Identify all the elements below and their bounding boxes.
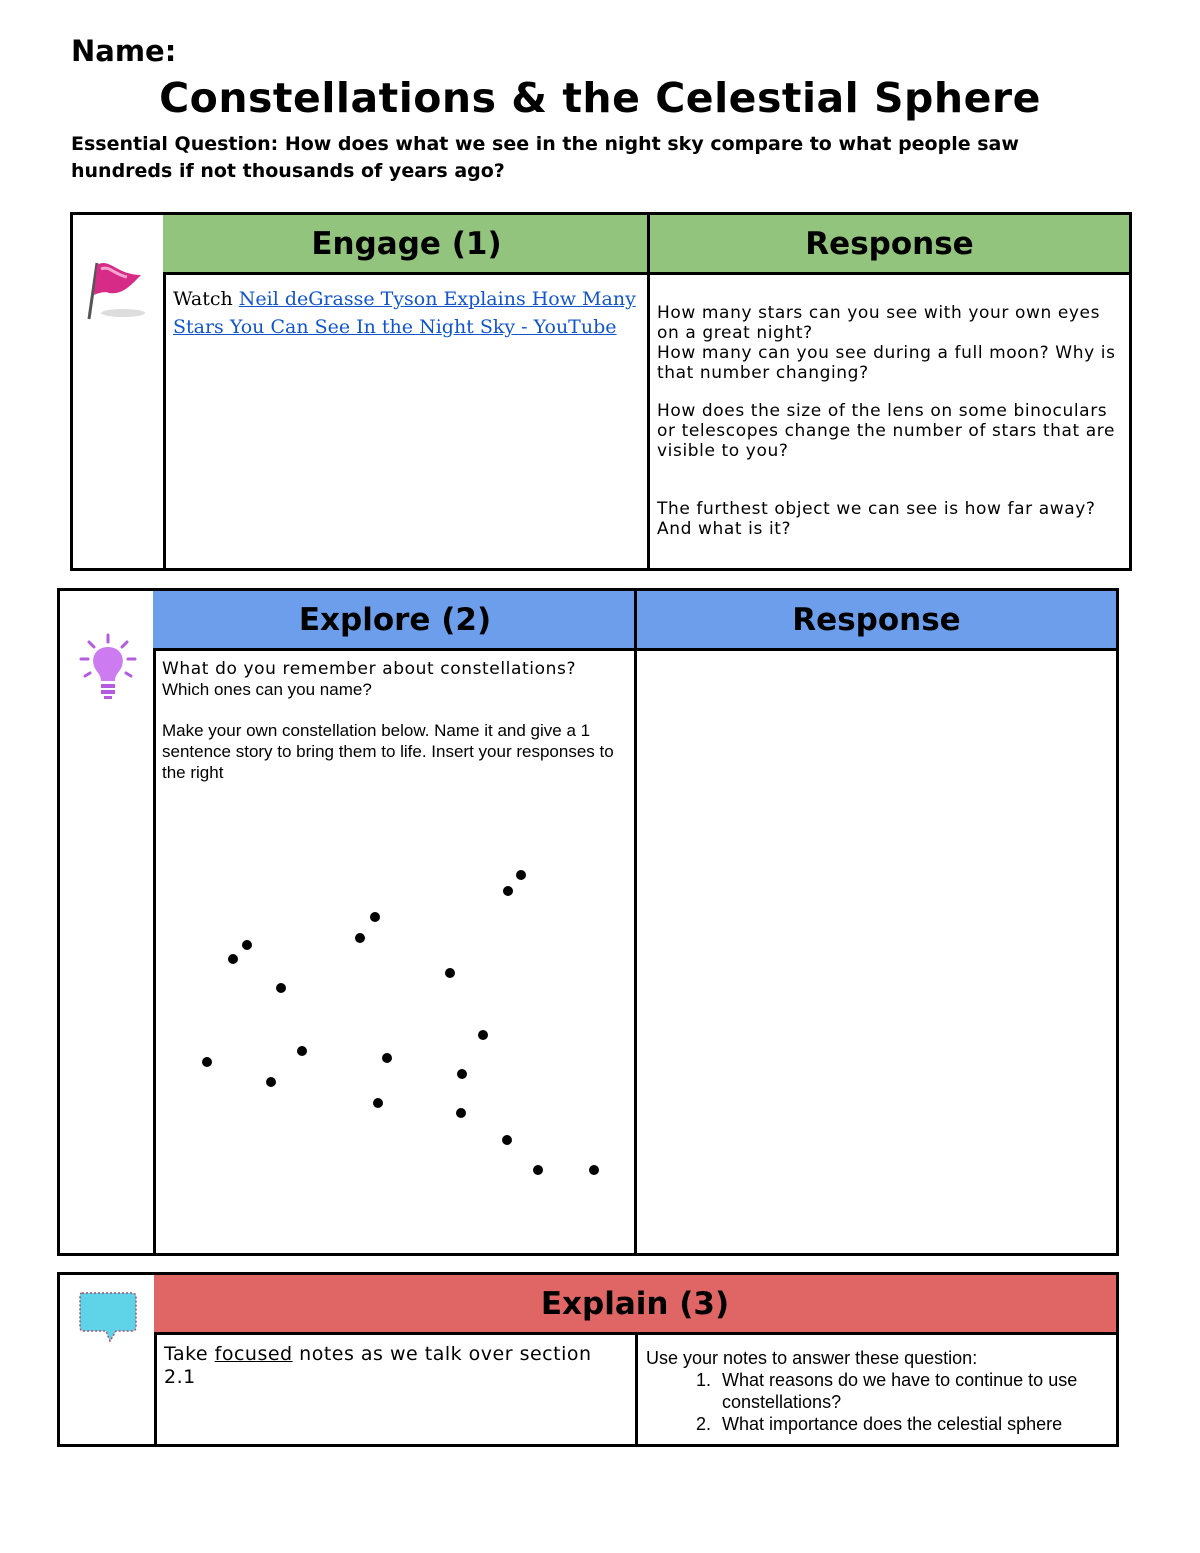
explain-section (57, 1272, 1119, 1447)
explain-icon-column (60, 1275, 157, 1444)
star-dot[interactable] (266, 1077, 276, 1087)
star-dot[interactable] (516, 870, 526, 880)
notes-prefix: Take (164, 1343, 209, 1365)
engage-header: Engage (1) (163, 215, 650, 275)
star-dot[interactable] (456, 1108, 466, 1118)
document-title: Constellations & the Celestial Sphere (159, 74, 1041, 122)
engage-question-2: How many can you see during a full moon? Why is that number changing? (657, 343, 1116, 383)
star-dot[interactable] (502, 1135, 512, 1145)
explain-question-list (646, 1369, 1116, 1435)
engage-question-4: The furthest object we can see is how far away? And what is it? (657, 499, 1096, 539)
star-dot[interactable] (478, 1030, 488, 1040)
star-dot[interactable] (533, 1165, 543, 1175)
explain-question-1: 1. What reasons do we have to continue to use constellations? (716, 1369, 1116, 1413)
explain-questions-cell (646, 1347, 1116, 1435)
explore-icon-column (60, 591, 156, 1253)
star-dot[interactable] (228, 954, 238, 964)
flag-icon (83, 255, 153, 325)
explain-notes-cell (164, 1343, 626, 1389)
star-dot[interactable] (382, 1053, 392, 1063)
star-dot[interactable] (457, 1069, 467, 1079)
watch-prefix: Watch (173, 288, 233, 310)
speech-bubble-icon (76, 1289, 138, 1345)
engage-question-1: How many stars can you see with your own eyes on a great night? (657, 303, 1101, 343)
star-dot[interactable] (297, 1046, 307, 1056)
explain-question-2: 2. What importance does the celestial sphere (716, 1413, 1116, 1435)
star-field (153, 651, 634, 1253)
essential-question: Essential Question: How does what we see in the night sky compare to what people saw hundreds if not thousands of years ago? (71, 133, 1019, 182)
star-dot[interactable] (445, 968, 455, 978)
explore-prompt-3: Make your own constellation below. Name it and give a 1 sentence story to bring them to life. Insert your responses to the right (162, 721, 614, 782)
star-dot[interactable] (242, 940, 252, 950)
star-dot[interactable] (503, 886, 513, 896)
explain-header: Explain (3) (154, 1275, 1116, 1335)
star-dot[interactable] (202, 1057, 212, 1067)
engage-icon-column (73, 215, 166, 568)
star-dot[interactable] (355, 933, 365, 943)
engage-response-header: Response (650, 215, 1129, 275)
star-dot[interactable] (373, 1098, 383, 1108)
star-dot[interactable] (589, 1165, 599, 1175)
explain-questions-intro: Use your notes to answer these question: (646, 1348, 978, 1368)
notes-suffix: notes as we talk over section 2.1 (164, 1343, 592, 1388)
explore-prompt-2: Which ones can you name? (162, 680, 372, 699)
explore-prompt-1: What do you remember about constellations? (162, 659, 577, 679)
engage-question-3: How does the size of the lens on some binoculars or telescopes change the number of stars that are visible to you? (657, 401, 1116, 461)
explore-response-header: Response (637, 591, 1116, 651)
engage-watch-cell (173, 285, 641, 341)
star-dot[interactable] (370, 912, 380, 922)
notes-emphasis: focused (214, 1343, 293, 1365)
engage-section (70, 212, 1132, 571)
star-dot[interactable] (276, 983, 286, 993)
name-label: Name: (71, 34, 177, 68)
lightbulb-icon (77, 631, 139, 703)
video-link[interactable]: Neil deGrasse Tyson Explains How Many Stars You Can See In the Night Sky - YouTube (173, 288, 636, 338)
explore-section (57, 588, 1119, 1256)
engage-questions (657, 303, 1127, 539)
explore-header: Explore (2) (153, 591, 637, 651)
